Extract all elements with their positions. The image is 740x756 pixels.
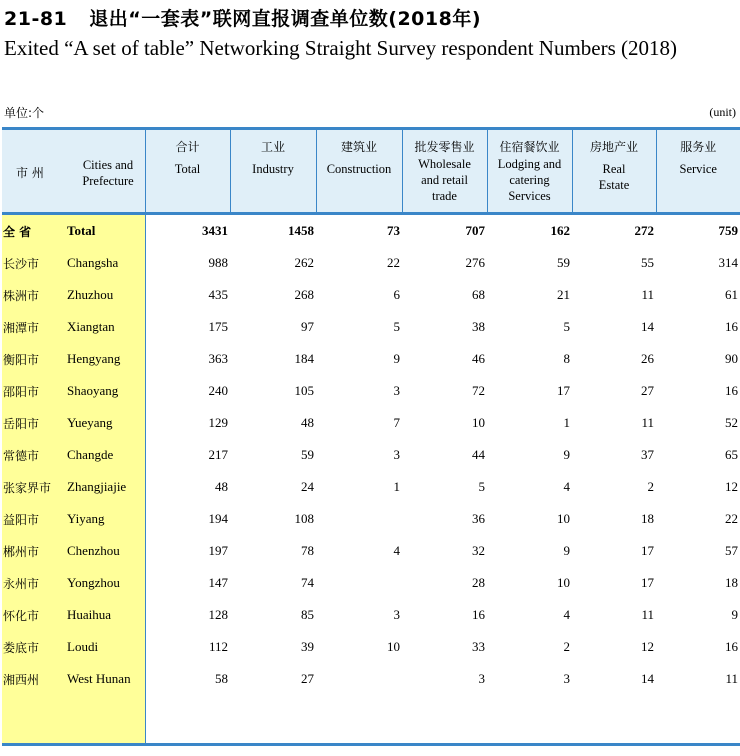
value-cell-empty: [316, 695, 402, 745]
city-name-en: Xiangtan: [67, 319, 115, 334]
value-cell: 27: [641, 383, 654, 398]
value-cell: [316, 503, 402, 535]
value-cell: 3: [393, 383, 400, 398]
value-cell: 3: [563, 671, 570, 686]
value-cell: 17: [557, 383, 570, 398]
table-row: [2, 535, 740, 567]
value-cell: 9: [731, 607, 738, 622]
value-cell-empty: [487, 695, 572, 745]
data-table: [2, 127, 740, 746]
value-cell: 3: [478, 671, 485, 686]
value-cell: 4: [393, 543, 400, 558]
value-cell: 9: [393, 351, 400, 366]
city-name-cn: 怀化市: [3, 609, 40, 623]
value-cell: 59: [557, 255, 570, 270]
value-cell: 72: [472, 383, 485, 398]
value-cell: 65: [725, 447, 738, 462]
value-cell: 44: [472, 447, 485, 462]
value-cell: 21: [557, 287, 570, 302]
value-cell: 240: [208, 383, 228, 398]
value-cell: 105: [294, 383, 314, 398]
header-cn: 工业: [260, 140, 285, 154]
city-name-cn: 郴州市: [3, 545, 40, 559]
table-row: [2, 471, 740, 503]
value-cell: 85: [301, 607, 314, 622]
value-cell: 22: [387, 255, 400, 270]
value-cell: 10: [472, 415, 485, 430]
city-name-en: Chenzhou: [67, 543, 120, 558]
value-cell: 16: [725, 383, 738, 398]
header-en: Service: [679, 162, 717, 176]
table-row: [2, 631, 740, 663]
value-cell: 57: [725, 543, 738, 558]
value-cell: 268: [294, 287, 314, 302]
city-name-en: Yueyang: [67, 415, 113, 430]
value-cell: 6: [393, 287, 400, 302]
header-en: Industry: [252, 162, 294, 176]
header-cn: 房地产业: [589, 140, 638, 154]
value-cell: 12: [641, 639, 654, 654]
value-cell: 12: [725, 479, 738, 494]
value-cell: 7: [393, 415, 400, 430]
city-cell: [2, 535, 145, 567]
unit-label-cn: 单位:个: [4, 106, 45, 120]
header-cn: 服务业: [680, 140, 717, 154]
value-cell: 90: [725, 351, 738, 366]
unit-label-en: (unit): [709, 105, 736, 119]
city-name-en: Huaihua: [67, 607, 112, 622]
value-cell: 184: [294, 351, 314, 366]
header-service: [656, 129, 740, 214]
value-cell: 10: [557, 575, 570, 590]
table-row: [2, 599, 740, 631]
city-name-en: Zhuzhou: [67, 287, 114, 302]
value-cell: 129: [208, 415, 228, 430]
value-cell: 10: [387, 639, 400, 654]
city-name-en: Yongzhou: [67, 575, 120, 590]
value-cell: 3431: [202, 223, 228, 238]
value-cell: 78: [301, 543, 314, 558]
city-name-en: Changde: [67, 447, 114, 462]
table-row: [2, 567, 740, 599]
value-cell: 435: [208, 287, 228, 302]
city-name-en: Yiyang: [67, 511, 105, 526]
page-title-en: Exited “A set of table” Networking Straight Survey respondent Numbers (2018): [4, 36, 678, 60]
value-cell: 112: [208, 639, 228, 654]
header-en: Construction: [326, 162, 392, 176]
header-wholesale: [402, 129, 487, 214]
header-real-estate: [572, 129, 656, 214]
city-name-cn: 常德市: [3, 449, 40, 463]
city-cell: [2, 343, 145, 375]
table-row: [2, 503, 740, 535]
table-row: [2, 375, 740, 407]
value-cell: 16: [725, 639, 738, 654]
value-cell: 9: [563, 543, 570, 558]
value-cell: 262: [294, 255, 314, 270]
value-cell: 22: [725, 511, 738, 526]
value-cell: 276: [465, 255, 485, 270]
header-en: Real Estate: [598, 162, 630, 192]
value-cell: 11: [641, 415, 654, 430]
table-footer-spacer: [2, 695, 740, 745]
value-cell: [316, 663, 402, 695]
city-cell: [2, 599, 145, 631]
value-cell-empty: [402, 695, 487, 745]
table-row: [2, 439, 740, 471]
value-cell: 128: [208, 607, 228, 622]
city-name-cn: 永州市: [3, 577, 40, 591]
city-cell-empty: [2, 695, 145, 745]
value-cell: 5: [393, 319, 400, 334]
value-cell: 3: [393, 447, 400, 462]
value-cell: 97: [301, 319, 314, 334]
city-cell: [2, 567, 145, 599]
city-cell: [2, 279, 145, 311]
value-cell: 147: [208, 575, 228, 590]
city-cell: [2, 439, 145, 471]
value-cell: 217: [208, 447, 228, 462]
value-cell: 4: [563, 607, 570, 622]
value-cell: 17: [641, 575, 654, 590]
table-row: [2, 247, 740, 279]
value-cell: 4: [563, 479, 570, 494]
value-cell: 11: [641, 607, 654, 622]
city-name-en: Zhangjiajie: [67, 479, 127, 494]
city-name-cn: 株洲市: [3, 289, 40, 303]
city-name-cn: 张家界市: [3, 481, 52, 495]
value-cell: 68: [472, 287, 485, 302]
header-city: [2, 129, 145, 214]
city-name-cn: 长沙市: [3, 257, 40, 271]
value-cell: 363: [208, 351, 228, 366]
city-cell: [2, 214, 145, 248]
city-name-en: Total: [67, 223, 96, 238]
value-cell: 46: [472, 351, 485, 366]
value-cell: 1: [393, 479, 400, 494]
value-cell: [316, 567, 402, 599]
value-cell: 73: [387, 223, 400, 238]
value-cell: 74: [301, 575, 314, 590]
table-row: [2, 343, 740, 375]
city-cell: [2, 407, 145, 439]
value-cell: 48: [301, 415, 314, 430]
value-cell: 18: [641, 511, 654, 526]
table-row: [2, 407, 740, 439]
value-cell: 197: [208, 543, 228, 558]
city-cell: [2, 247, 145, 279]
value-cell: 10: [557, 511, 570, 526]
value-cell: 3: [393, 607, 400, 622]
value-cell: 48: [215, 479, 228, 494]
table-row: [2, 663, 740, 695]
value-cell: 11: [641, 287, 654, 302]
title-cn-text: 退出“一套表”联网直报调查单位数(2018年): [89, 8, 482, 30]
value-cell: 5: [563, 319, 570, 334]
header-lodging: [487, 129, 572, 214]
value-cell: 9: [563, 447, 570, 462]
value-cell: 108: [294, 511, 314, 526]
header-industry: [230, 129, 316, 214]
value-cell: 37: [641, 447, 654, 462]
value-cell: 27: [301, 671, 314, 686]
value-cell: 314: [718, 255, 738, 270]
city-cell: [2, 375, 145, 407]
header-city-en: Cities and Prefecture: [82, 158, 134, 188]
header-construction: [316, 129, 402, 214]
value-cell: 707: [465, 223, 485, 238]
value-cell: 988: [208, 255, 228, 270]
city-name-cn: 湘潭市: [3, 321, 40, 335]
city-name-en: Loudi: [67, 639, 99, 654]
city-name-cn: 娄底市: [3, 641, 40, 655]
header-city-cn: 市 州: [16, 166, 44, 180]
value-cell: 11: [725, 671, 738, 686]
header-row: [2, 129, 740, 214]
city-name-en: Hengyang: [67, 351, 121, 366]
value-cell: 272: [634, 223, 654, 238]
value-cell: 162: [550, 223, 570, 238]
value-cell: 759: [718, 223, 738, 238]
city-name-cn: 邵阳市: [3, 385, 40, 399]
city-name-cn: 全 省: [3, 225, 32, 239]
city-cell: [2, 471, 145, 503]
value-cell: 14: [641, 319, 654, 334]
value-cell: 18: [725, 575, 738, 590]
value-cell: 175: [208, 319, 228, 334]
city-name-cn: 湘西州: [3, 673, 40, 687]
city-name-cn: 岳阳市: [3, 417, 40, 431]
header-cn: 合计: [175, 140, 200, 154]
value-cell-empty: [230, 695, 316, 745]
value-cell: 38: [472, 319, 485, 334]
city-cell: [2, 503, 145, 535]
header-cn: 建筑业: [340, 140, 377, 154]
header-en: Lodging and catering Services: [497, 157, 562, 203]
value-cell: 194: [208, 511, 228, 526]
value-cell: 16: [472, 607, 485, 622]
value-cell-empty: [145, 695, 230, 745]
value-cell-empty: [656, 695, 740, 745]
table-row: [2, 279, 740, 311]
city-name-en: Shaoyang: [67, 383, 119, 398]
value-cell: 33: [472, 639, 485, 654]
value-cell: 32: [472, 543, 485, 558]
header-total: [145, 129, 230, 214]
value-cell: 26: [641, 351, 654, 366]
header-cn: 批发零售业: [414, 140, 475, 154]
value-cell: 5: [478, 479, 485, 494]
header-en: Total: [174, 162, 201, 176]
city-cell: [2, 631, 145, 663]
city-name-en: Changsha: [67, 255, 119, 270]
value-cell: 39: [301, 639, 314, 654]
city-name-en: West Hunan: [67, 671, 131, 686]
value-cell: 14: [641, 671, 654, 686]
value-cell: 58: [215, 671, 228, 686]
page-title-cn: [4, 4, 481, 31]
value-cell: 2: [563, 639, 570, 654]
table-number: 21-81: [4, 8, 68, 30]
value-cell: 36: [472, 511, 485, 526]
value-cell: 59: [301, 447, 314, 462]
value-cell: 1: [563, 415, 570, 430]
table-body: [2, 214, 740, 745]
value-cell-empty: [572, 695, 656, 745]
header-cn: 住宿餐饮业: [499, 140, 560, 154]
value-cell: 24: [301, 479, 314, 494]
value-cell: 52: [725, 415, 738, 430]
city-cell: [2, 311, 145, 343]
value-cell: 2: [647, 479, 654, 494]
value-cell: 1458: [288, 223, 314, 238]
value-cell: 28: [472, 575, 485, 590]
table-row-total: [2, 214, 740, 248]
city-cell: [2, 663, 145, 695]
value-cell: 8: [563, 351, 570, 366]
city-name-cn: 衡阳市: [3, 353, 40, 367]
header-en: Wholesale and retail trade: [418, 157, 471, 203]
value-cell: 16: [725, 319, 738, 334]
table-row: [2, 311, 740, 343]
value-cell: 17: [641, 543, 654, 558]
city-name-cn: 益阳市: [3, 513, 40, 527]
value-cell: 55: [641, 255, 654, 270]
value-cell: 61: [725, 287, 738, 302]
